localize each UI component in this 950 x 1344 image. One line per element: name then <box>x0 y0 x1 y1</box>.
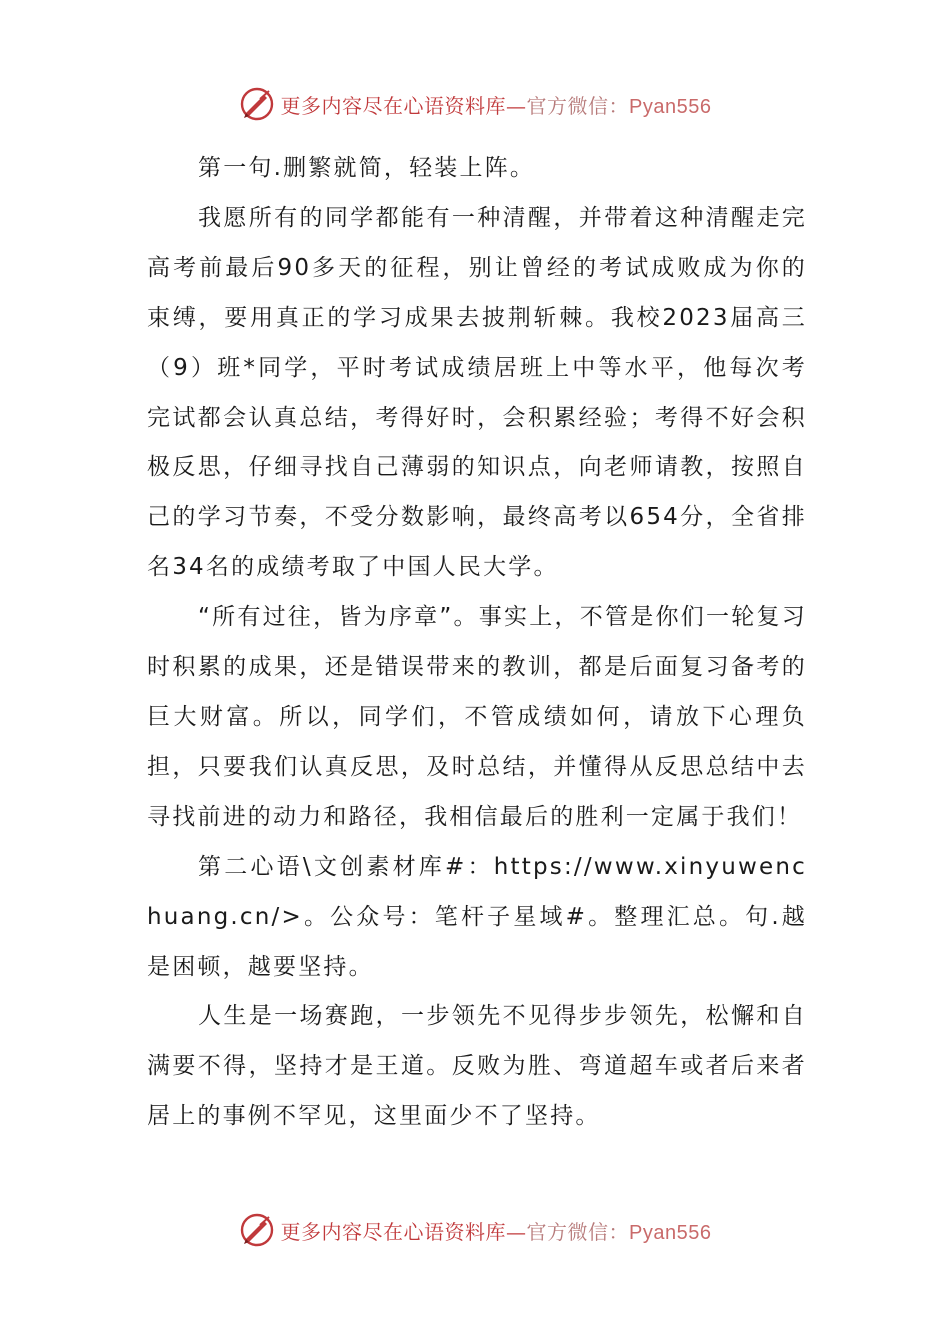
banner-main-text: 更多内容尽在心语资料库 <box>280 93 507 118</box>
banner-text <box>281 90 712 119</box>
header-watermark-banner <box>0 84 950 124</box>
paragraph-2: 我愿所有的同学都能有一种清醒，并带着这种清醒走完高考前最后90多天的征程，别让曾经的考试成败成为你的束缚，要用真正的学习成果去披荆斩棘。我校2023届高三（9）班*同学，平时考试成绩居班上中等水平，他每次考完试都会认真总结，考得好时，会积累经验；考得不好会积极反思，仔细寻找自己薄弱的知识点，向老师请教，按照自己的学习节奏，不受分数影响，最终高考以654分，全省排名34名的成绩考取了中国人民大学。 <box>147 204 807 581</box>
paragraph-1: 第一句.删繁就简，轻装上阵。 <box>198 155 536 181</box>
pen-logo-icon <box>239 1212 275 1248</box>
banner-dash: — <box>506 93 527 118</box>
banner-main-text: 更多内容尽在心语资料库 <box>280 1219 507 1244</box>
footer-watermark-banner <box>0 1210 950 1250</box>
banner-wechat-label: 官方微信： <box>526 93 630 118</box>
banner-wechat-id: Pyan556 <box>629 1221 712 1244</box>
document-body <box>147 144 807 1142</box>
paragraph-3: “所有过往，皆为序章”。事实上，不管是你们一轮复习时积累的成果，还是错误带来的教训，都是后面复习备考的巨大财富。所以，同学们，不管成绩如何，请放下心理负担，只要我们认真反思，及时总结，并懂得从反思总结中去寻找前进的动力和路径，我相信最后的胜利一定属于我们！ <box>147 604 807 830</box>
pen-logo-icon <box>239 86 275 122</box>
banner-text <box>281 1216 712 1245</box>
paragraph-4: 第二心语\文创素材库#：https://www.xinyuwenchuang.cn/>。公众号：笔杆子星域#。整理汇总。句.越是困顿，越要坚持。 <box>147 853 807 980</box>
banner-dash: — <box>506 1219 527 1244</box>
paragraph-5: 人生是一场赛跑，一步领先不见得步步领先，松懈和自满要不得，坚持才是王道。反败为胜、弯道超车或者后来者居上的事例不罕见，这里面少不了坚持。 <box>147 1003 807 1130</box>
banner-wechat-label: 官方微信： <box>526 1219 630 1244</box>
banner-wechat-id: Pyan556 <box>629 95 712 118</box>
